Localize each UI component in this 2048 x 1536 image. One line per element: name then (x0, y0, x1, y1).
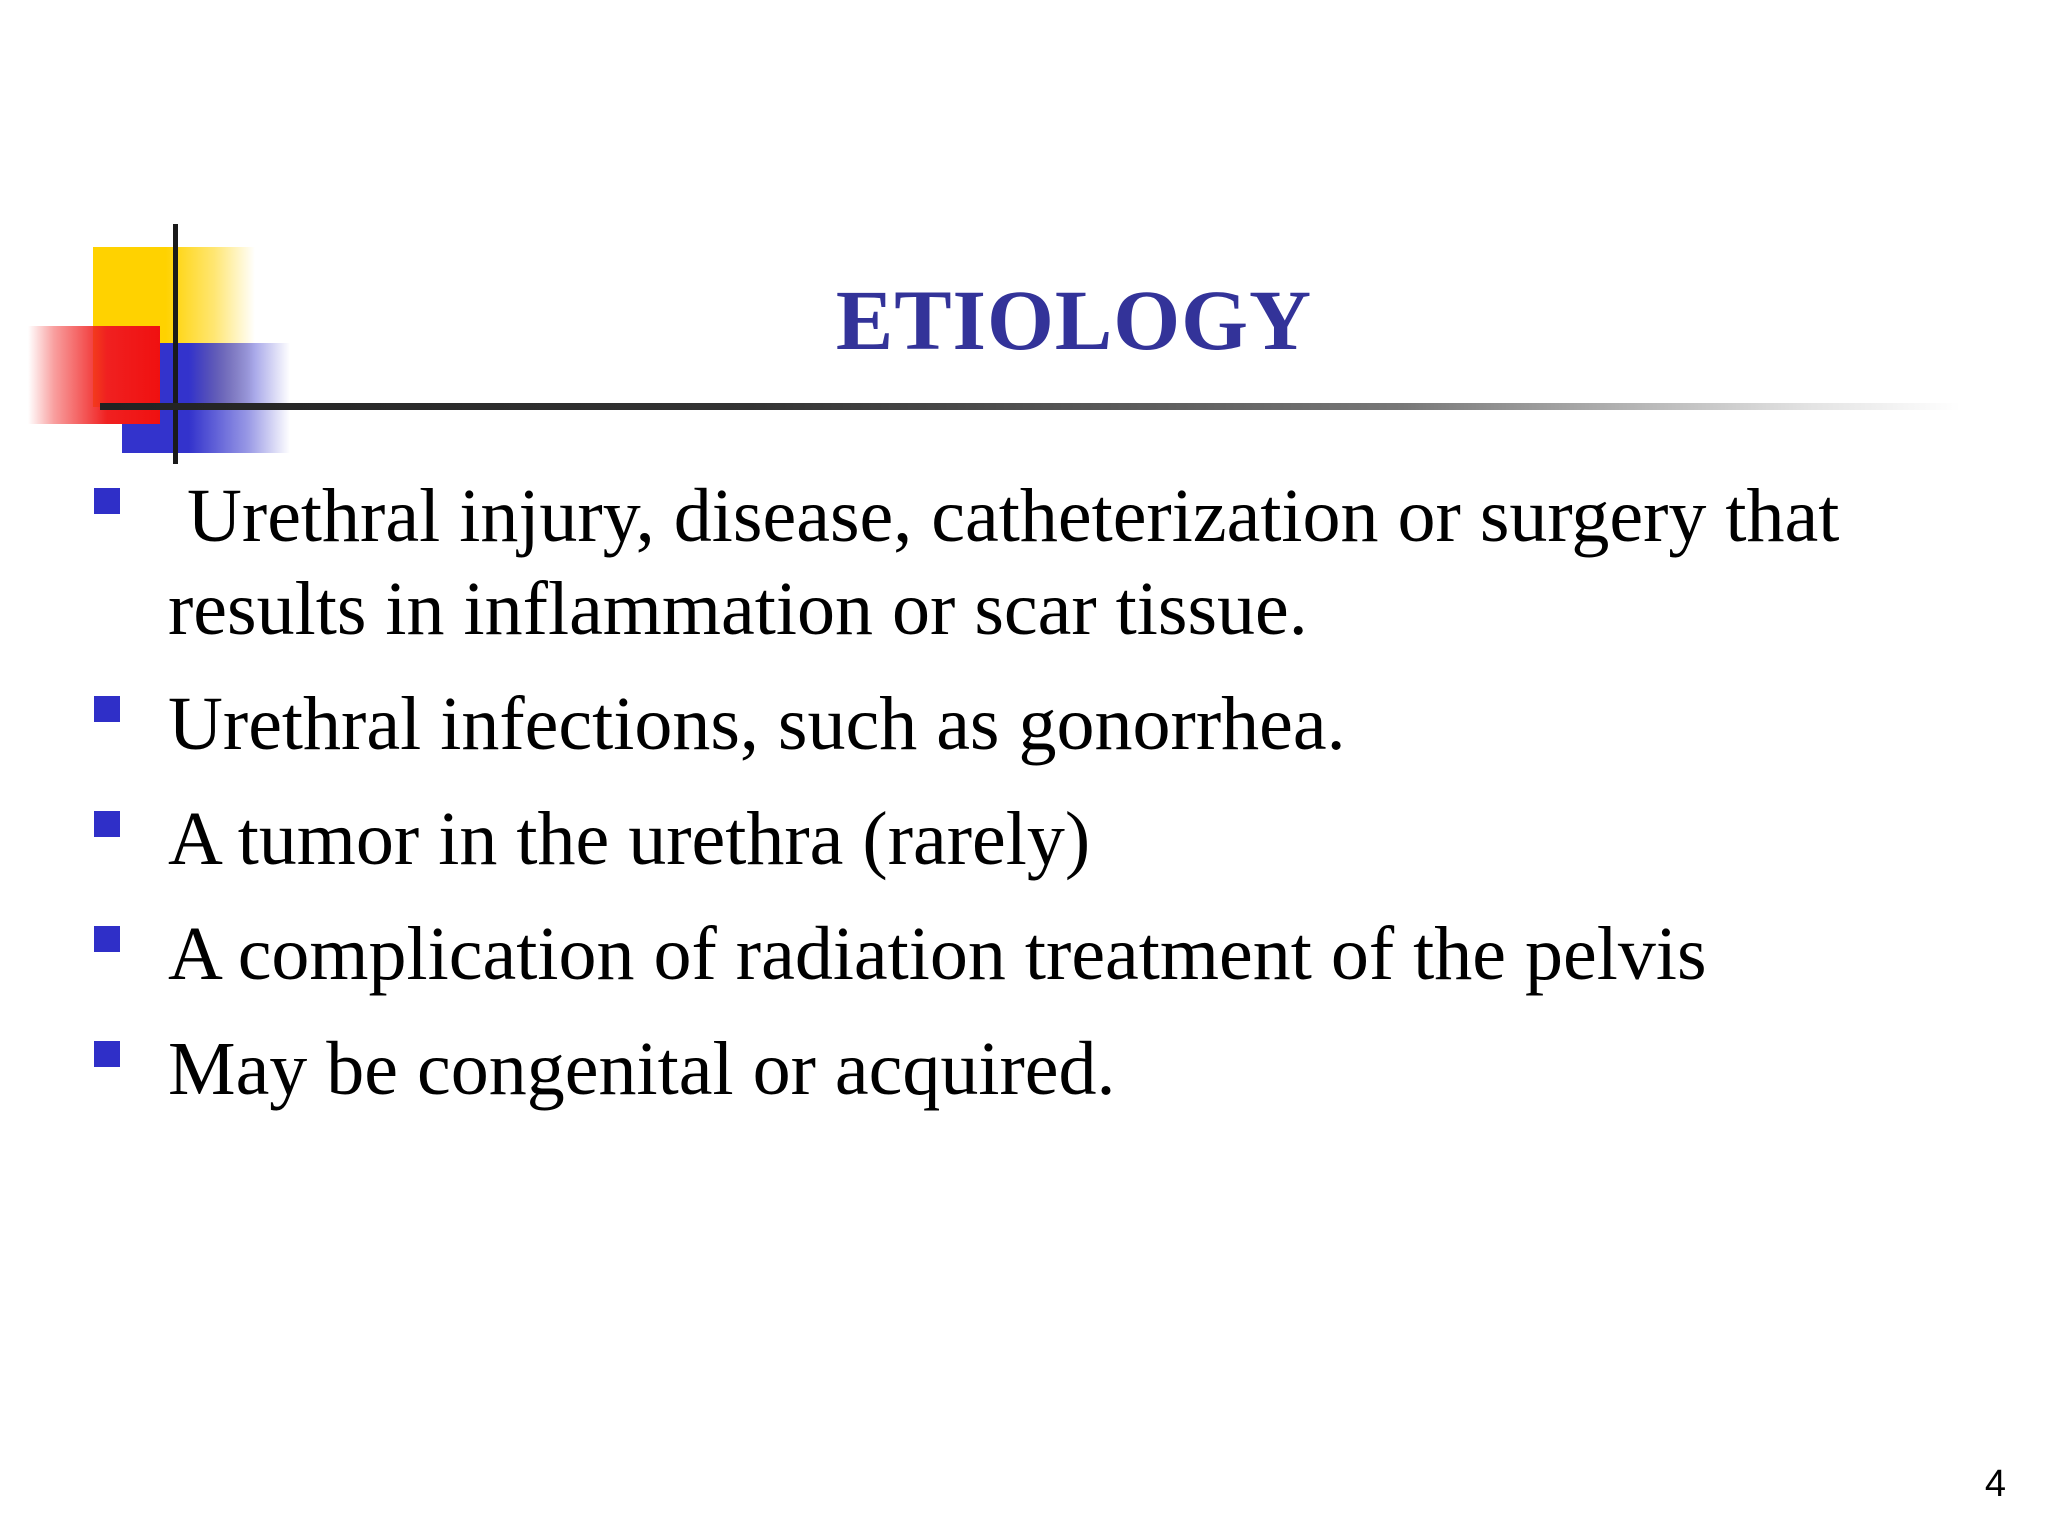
bullet-item (92, 793, 1992, 886)
title-underline (100, 403, 1960, 410)
bullet-text: May be congenital or acquired. (168, 1027, 1116, 1111)
page-number: 4 (1984, 1463, 2006, 1505)
bullet-list (92, 470, 1992, 1138)
square-bullet-icon (94, 926, 120, 952)
slide-title: ETIOLOGY (835, 272, 1313, 368)
bullet-text: A complication of radiation treatment of the pelvis (168, 912, 1707, 996)
bullet-item (92, 470, 1992, 656)
bullet-text: A tumor in the urethra (rarely) (168, 797, 1091, 881)
bullet-text: Urethral injury, disease, catheterization or surgery that results in inflammation or scar tissue. (168, 474, 1859, 651)
bullet-text: Urethral infections, such as gonorrhea. (168, 682, 1346, 766)
square-bullet-icon (94, 696, 120, 722)
bullet-item (92, 1023, 1992, 1116)
square-bullet-icon (94, 1041, 120, 1067)
bullet-item (92, 908, 1992, 1001)
bullet-item (92, 678, 1992, 771)
square-bullet-icon (94, 488, 120, 514)
square-bullet-icon (94, 811, 120, 837)
